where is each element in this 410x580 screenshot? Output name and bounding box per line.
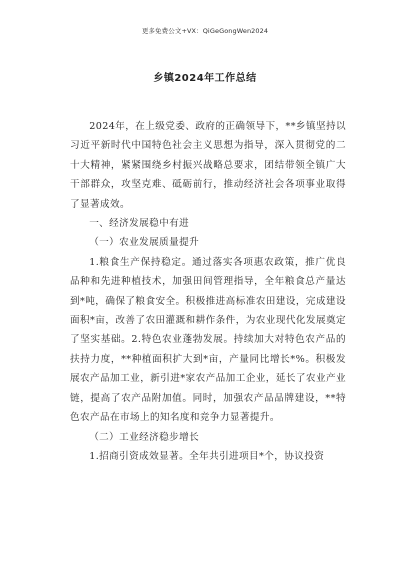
intro-paragraph: 2024年，在上级党委、政府的正确领导下，**乡镇坚持以习近平新时代中国特色社会主义思想为指导，深入贯彻党的二十大精神，紧紧围绕乡村振兴战略总要求，团结带领全镇广大干部群众，攻坚克难、砥砺前行，推动经济社会各项事业取得了显著成效。	[70, 121, 346, 210]
agriculture-paragraph: 1.粮食生产保持稳定。通过落实各项惠农政策，推广优良品种和先进种植技术，加强田间管理指导，全年粮食总产量达到*吨，确保了粮食安全。积极推进高标准农田建设，完成建设面积*亩，改善了农田灌溉和耕作条件，为农业现代化发展奠定了坚实基础。2.特色农业蓬勃发展。持续加大对特色农产品的扶持力度，**种植面积扩大到*亩，产量同比增长*%。积极发展农产品加工业，新引进*家农产品加工企业，延长了农业产业链，提高了农产品附加值。同时，加强农产品品牌建设，**特色农产品在市场上的知名度和竞争力显著提升。	[70, 256, 346, 424]
document-title: 乡镇2024年工作总结	[153, 73, 257, 84]
subsection-heading-industry: （二）工业经济稳步增长	[89, 431, 200, 443]
subsection-heading-agriculture: （一）农业发展质量提升	[89, 237, 200, 249]
industry-paragraph: 1.招商引资成效显著。全年共引进项目*个，协议投资	[89, 450, 325, 462]
document-body	[70, 117, 346, 466]
header-note: 更多免费公文+VX：QiGeGongWen2024	[141, 27, 269, 35]
section-heading-economy: 一、经济发展稳中有进	[89, 218, 190, 230]
